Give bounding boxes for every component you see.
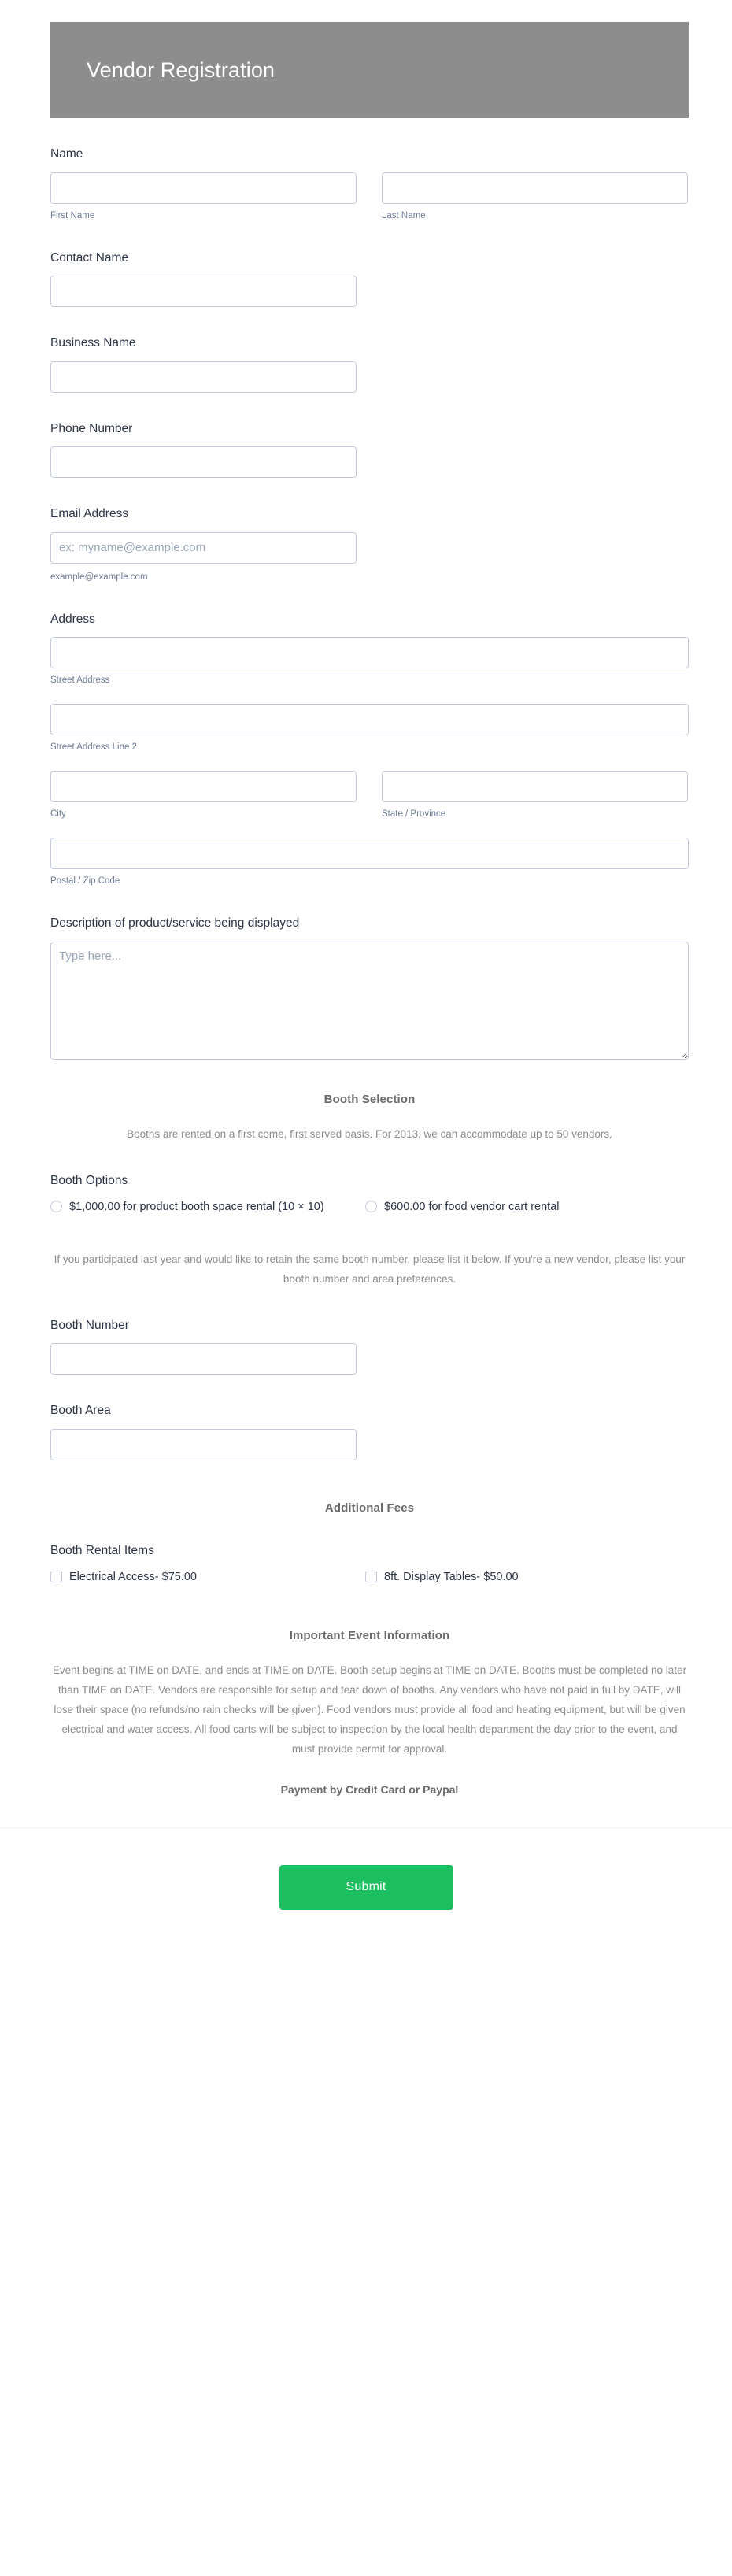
booth-option-product[interactable] (50, 1199, 365, 1215)
field-booth-rental-items (50, 1544, 689, 1586)
street-address-sublabel: Street Address (50, 675, 110, 686)
contact-name-input[interactable] (50, 276, 357, 307)
city-sublabel: City (50, 809, 66, 820)
last-name-sublabel: Last Name (382, 210, 426, 220)
label-business-name: Business Name (50, 336, 136, 350)
name-row (50, 172, 689, 222)
booth-number-note: If you participated last year and would like to retain the same booth number, please list it below. If you're a new vendor, please list your booth number and area preferences. (54, 1253, 686, 1285)
state-province-sublabel: State / Province (382, 809, 446, 820)
booth-option-food-cart[interactable] (365, 1199, 672, 1215)
city-state-row (50, 771, 689, 820)
page-title: Vendor Registration (87, 57, 275, 82)
label-booth-options: Booth Options (50, 1173, 128, 1187)
event-information-title: Important Event Information (289, 1628, 450, 1642)
booth-selection-description: Booths are rented on a first come, first served basis. For 2013, we can accommodate up to 50 vendors. (127, 1127, 612, 1140)
vendor-registration-form (0, 22, 732, 1949)
label-contact-name: Contact Name (50, 250, 129, 265)
submit-button[interactable]: Submit (279, 1865, 453, 1910)
field-email-address (50, 507, 689, 583)
first-name-sublabel: First Name (50, 210, 95, 220)
description-textarea[interactable] (50, 942, 689, 1060)
event-information-section (50, 1629, 689, 1796)
postal-zip-sublabel: Postal / Zip Code (50, 876, 120, 886)
field-address (50, 613, 689, 887)
rental-item-display-tables-label: 8ft. Display Tables- $50.00 (384, 1571, 519, 1584)
email-input[interactable] (50, 532, 357, 564)
first-name-input[interactable] (50, 172, 357, 204)
label-phone-number: Phone Number (50, 421, 133, 435)
label-address: Address (50, 612, 95, 626)
booth-selection-section (50, 1093, 689, 1145)
rental-item-electrical-access-label: Electrical Access- $75.00 (69, 1571, 197, 1584)
field-name (50, 147, 689, 222)
email-hint: example@example.com (50, 572, 148, 582)
additional-fees-title: Additional Fees (324, 1501, 415, 1515)
submit-section (0, 1828, 732, 1949)
first-name-col (50, 172, 357, 222)
rental-item-display-tables[interactable] (365, 1569, 672, 1585)
state-col (382, 771, 688, 820)
field-description (50, 916, 689, 1060)
booth-options-row (50, 1199, 689, 1215)
field-business-name (50, 336, 689, 393)
city-col (50, 771, 357, 820)
last-name-input[interactable] (382, 172, 688, 204)
checkbox-icon[interactable] (365, 1571, 377, 1582)
booth-option-product-label: $1,000.00 for product booth space rental (10 × 10) (69, 1201, 324, 1214)
label-description: Description of product/service being displayed (50, 916, 300, 931)
state-province-input[interactable] (382, 771, 688, 802)
booth-selection-title: Booth Selection (323, 1092, 416, 1106)
form-header (50, 22, 689, 118)
payment-note: Payment by Credit Card or Paypal (280, 1782, 459, 1796)
event-information-body: Event begins at TIME on DATE, and ends at TIME on DATE. Booth setup begins at TIME on DATE. Booths must be completed no later than TIME on DATE. Vendors are responsible for setup and tear down of booths. Any vendors who have not paid in full by DATE, will lose their space (no refunds/no rain checks will be given). Food vendors must provide all food and heating equipment, but will be given electrical and water access. All food carts will be subject to inspection by the local health department the day prior to the event, and must provide permit for approval. (52, 1664, 687, 1755)
rental-item-electrical-access[interactable] (50, 1569, 365, 1585)
field-contact-name (50, 251, 689, 308)
last-name-col (382, 172, 688, 222)
field-booth-area (50, 1404, 689, 1460)
postal-zip-input[interactable] (50, 838, 689, 869)
business-name-input[interactable] (50, 361, 357, 393)
street-address-line2-input[interactable] (50, 704, 689, 735)
street-address-line2-sublabel: Street Address Line 2 (50, 742, 137, 753)
label-name: Name (50, 147, 83, 161)
city-input[interactable] (50, 771, 357, 802)
field-booth-number (50, 1319, 689, 1375)
field-booth-options (50, 1174, 689, 1216)
label-booth-rental-items: Booth Rental Items (50, 1543, 154, 1557)
booth-option-food-cart-label: $600.00 for food vendor cart rental (384, 1201, 560, 1214)
booth-area-input[interactable] (50, 1429, 357, 1460)
label-booth-number: Booth Number (50, 1318, 129, 1332)
label-email-address: Email Address (50, 507, 129, 521)
radio-icon[interactable] (365, 1201, 377, 1212)
label-booth-area: Booth Area (50, 1404, 111, 1418)
field-phone-number (50, 422, 689, 479)
booth-number-input[interactable] (50, 1343, 357, 1375)
street-address-input[interactable] (50, 637, 689, 668)
phone-number-input[interactable] (50, 446, 357, 478)
checkbox-icon[interactable] (50, 1571, 62, 1582)
booth-rental-items-row (50, 1569, 689, 1585)
additional-fees-section (50, 1501, 689, 1515)
form-body (0, 147, 732, 1796)
radio-icon[interactable] (50, 1201, 62, 1212)
